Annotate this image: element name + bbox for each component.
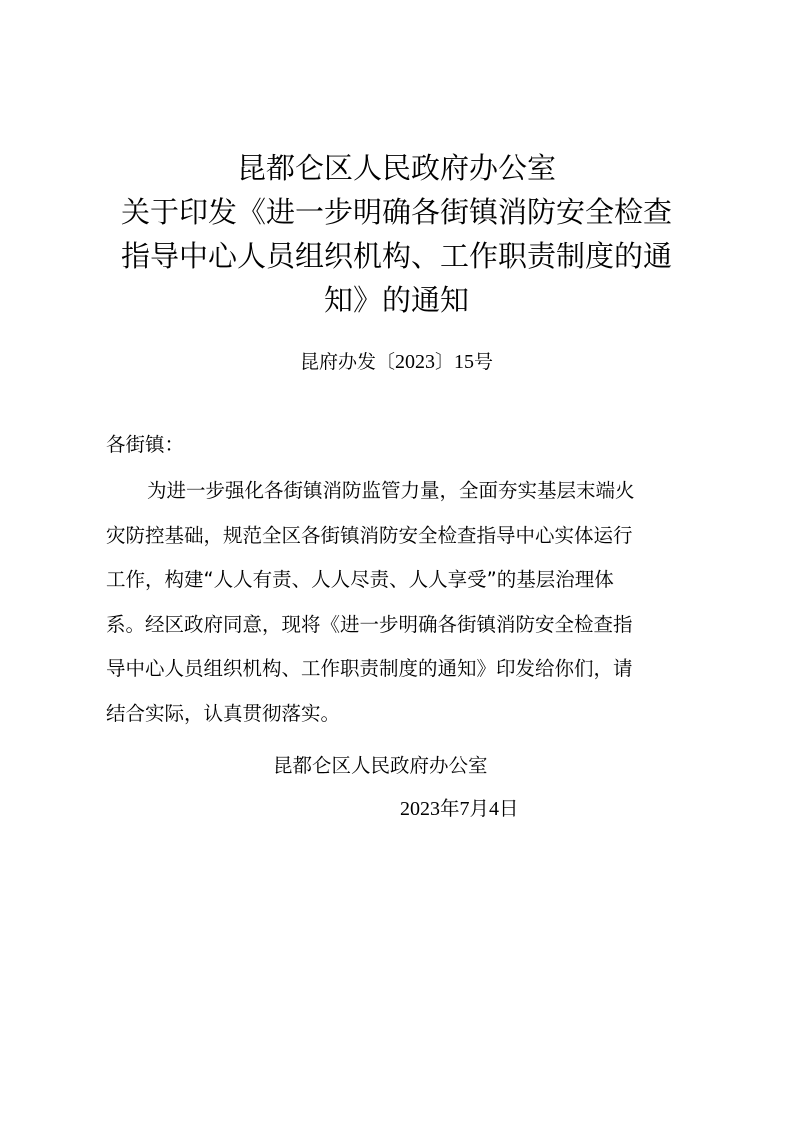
title-line-3: 指导中心人员组织机构、工作职责制度的通 xyxy=(120,239,672,273)
body-line-6: 结合实际，认真贯彻落实。 xyxy=(106,701,341,725)
doc-number-value: 15 xyxy=(454,351,474,373)
body-line-4: 系。经区政府同意，现将《进一步明确各街镇消防安全检查指 xyxy=(106,612,633,636)
doc-number-prefix: 昆府办发〔 xyxy=(299,351,395,373)
salutation: 各街镇： xyxy=(106,433,185,456)
issuing-office: 昆都仑区人民政府办公室 xyxy=(273,754,488,777)
document-title xyxy=(100,146,693,322)
issue-date xyxy=(400,795,519,823)
doc-number-suffix: 号 xyxy=(474,351,494,373)
title-line-4: 知》的通知 xyxy=(323,283,469,317)
title-line-1: 昆都仑区人民政府办公室 xyxy=(236,151,556,185)
date-month-label: 月 xyxy=(469,797,490,820)
body-line-5: 导中心人员组织机构、工作职责制度的通知》印发给你们，请 xyxy=(106,657,633,681)
date-year-label: 年 xyxy=(440,797,460,820)
date-month: 7 xyxy=(459,798,470,820)
body-line-3: 工作，构建“人人有责、人人尽责、人人享受”的基层治理体 xyxy=(106,568,614,592)
document-number xyxy=(0,348,793,376)
date-day-label: 日 xyxy=(499,797,519,820)
body-line-1: 为进一步强化各街镇消防监管力量，全面夯实基层末端火 xyxy=(147,479,635,502)
date-year: 2023 xyxy=(400,798,440,820)
date-day: 4 xyxy=(489,798,500,820)
title-line-2: 关于印发《进一步明确各街镇消防安全检查 xyxy=(120,195,672,229)
body-paragraph xyxy=(106,469,692,737)
body-line-2: 灾防控基础，规范全区各街镇消防安全检查指导中心实体运行 xyxy=(106,523,633,547)
doc-number-year: 2023 xyxy=(394,351,435,373)
doc-number-bracket: 〕 xyxy=(434,351,454,373)
